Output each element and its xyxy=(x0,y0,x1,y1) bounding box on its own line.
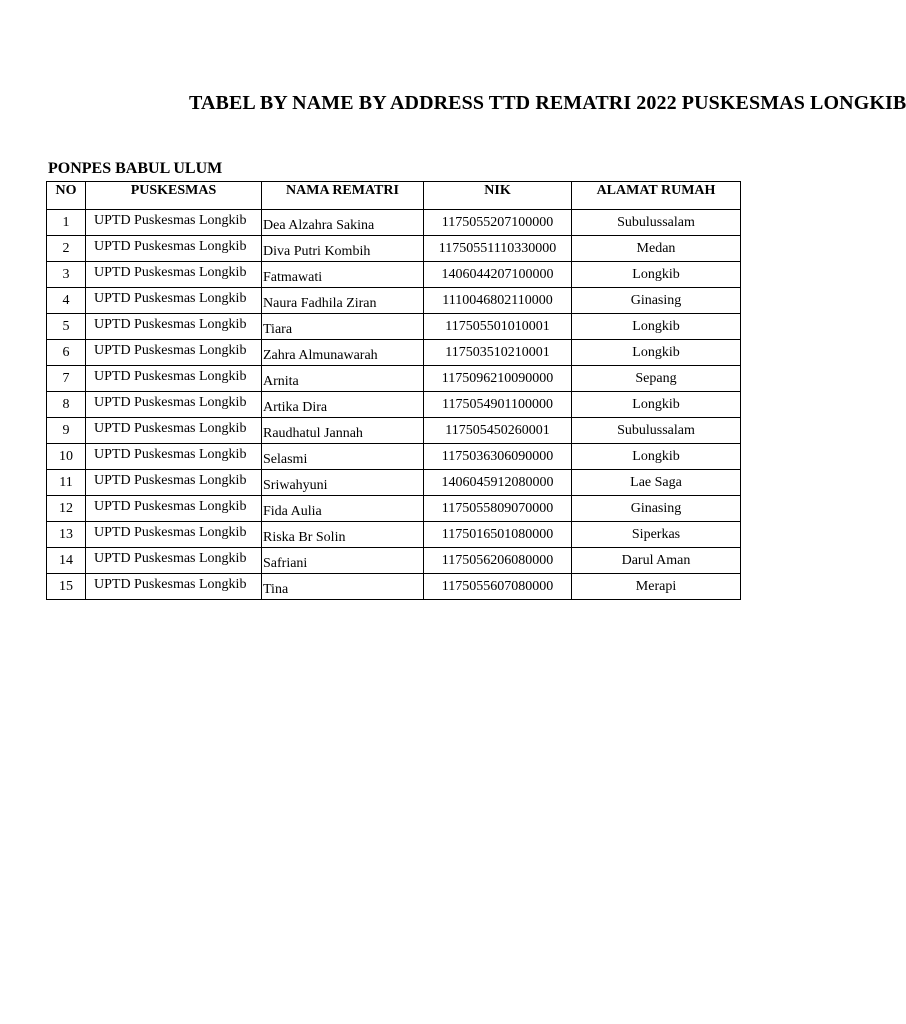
cell-alamat-rumah: Longkib xyxy=(572,262,741,288)
table-row xyxy=(47,522,741,548)
cell-nik: 1406044207100000 xyxy=(424,262,572,288)
cell-no: 6 xyxy=(47,340,86,366)
cell-nik: 1175056206080000 xyxy=(424,548,572,574)
cell-nik: 11750551110330000 xyxy=(424,236,572,262)
cell-alamat-rumah: Subulussalam xyxy=(572,418,741,444)
cell-alamat-rumah: Merapi xyxy=(572,574,741,600)
table-row xyxy=(47,392,741,418)
cell-nama-rematri: Tina xyxy=(262,574,424,600)
cell-nik: 1175055607080000 xyxy=(424,574,572,600)
cell-nik: 1110046802110000 xyxy=(424,288,572,314)
cell-nama-rematri: Fatmawati xyxy=(262,262,424,288)
table-header-row xyxy=(47,182,741,210)
header-nik: NIK xyxy=(424,182,572,210)
cell-puskesmas: UPTD Puskesmas Longkib xyxy=(86,418,262,444)
cell-alamat-rumah: Longkib xyxy=(572,340,741,366)
header-alamat-rumah: ALAMAT RUMAH xyxy=(572,182,741,210)
cell-no: 13 xyxy=(47,522,86,548)
cell-nik: 1175036306090000 xyxy=(424,444,572,470)
cell-puskesmas: UPTD Puskesmas Longkib xyxy=(86,340,262,366)
cell-nik: 117503510210001 xyxy=(424,340,572,366)
cell-puskesmas: UPTD Puskesmas Longkib xyxy=(86,392,262,418)
table-row xyxy=(47,262,741,288)
rematri-table xyxy=(46,181,741,600)
cell-nama-rematri: Naura Fadhila Ziran xyxy=(262,288,424,314)
cell-alamat-rumah: Longkib xyxy=(572,314,741,340)
cell-nama-rematri: Tiara xyxy=(262,314,424,340)
cell-puskesmas: UPTD Puskesmas Longkib xyxy=(86,314,262,340)
cell-alamat-rumah: Sepang xyxy=(572,366,741,392)
table-row xyxy=(47,470,741,496)
cell-puskesmas: UPTD Puskesmas Longkib xyxy=(86,288,262,314)
cell-puskesmas: UPTD Puskesmas Longkib xyxy=(86,470,262,496)
table-row xyxy=(47,236,741,262)
cell-no: 1 xyxy=(47,210,86,236)
cell-puskesmas: UPTD Puskesmas Longkib xyxy=(86,210,262,236)
cell-puskesmas: UPTD Puskesmas Longkib xyxy=(86,444,262,470)
cell-nama-rematri: Safriani xyxy=(262,548,424,574)
cell-no: 10 xyxy=(47,444,86,470)
cell-no: 11 xyxy=(47,470,86,496)
cell-no: 7 xyxy=(47,366,86,392)
cell-alamat-rumah: Longkib xyxy=(572,444,741,470)
cell-nik: 1175054901100000 xyxy=(424,392,572,418)
cell-alamat-rumah: Darul Aman xyxy=(572,548,741,574)
cell-nik: 1175055809070000 xyxy=(424,496,572,522)
cell-nama-rematri: Raudhatul Jannah xyxy=(262,418,424,444)
cell-no: 8 xyxy=(47,392,86,418)
cell-puskesmas: UPTD Puskesmas Longkib xyxy=(86,366,262,392)
header-nama-rematri: NAMA REMATRI xyxy=(262,182,424,210)
cell-alamat-rumah: Lae Saga xyxy=(572,470,741,496)
cell-nama-rematri: Sriwahyuni xyxy=(262,470,424,496)
cell-nik: 117505450260001 xyxy=(424,418,572,444)
cell-nama-rematri: Diva Putri Kombih xyxy=(262,236,424,262)
cell-no: 5 xyxy=(47,314,86,340)
cell-nik: 1406045912080000 xyxy=(424,470,572,496)
table-body xyxy=(47,210,741,600)
table-row xyxy=(47,288,741,314)
cell-alamat-rumah: Ginasing xyxy=(572,288,741,314)
cell-nama-rematri: Arnita xyxy=(262,366,424,392)
cell-no: 4 xyxy=(47,288,86,314)
cell-nama-rematri: Zahra Almunawarah xyxy=(262,340,424,366)
cell-puskesmas: UPTD Puskesmas Longkib xyxy=(86,574,262,600)
cell-alamat-rumah: Siperkas xyxy=(572,522,741,548)
cell-puskesmas: UPTD Puskesmas Longkib xyxy=(86,548,262,574)
table-row xyxy=(47,496,741,522)
cell-nama-rematri: Dea Alzahra Sakina xyxy=(262,210,424,236)
cell-alamat-rumah: Ginasing xyxy=(572,496,741,522)
cell-puskesmas: UPTD Puskesmas Longkib xyxy=(86,262,262,288)
header-no: NO xyxy=(47,182,86,210)
table-row xyxy=(47,366,741,392)
page-title: TABEL BY NAME BY ADDRESS TTD REMATRI 2022 PUSKESMAS LONGKIB xyxy=(189,92,906,114)
table-row xyxy=(47,574,741,600)
cell-alamat-rumah: Subulussalam xyxy=(572,210,741,236)
table-row xyxy=(47,210,741,236)
cell-no: 15 xyxy=(47,574,86,600)
table-row xyxy=(47,444,741,470)
cell-nama-rematri: Artika Dira xyxy=(262,392,424,418)
cell-no: 2 xyxy=(47,236,86,262)
section-heading: PONPES BABUL ULUM xyxy=(48,160,223,177)
table-row xyxy=(47,314,741,340)
cell-alamat-rumah: Medan xyxy=(572,236,741,262)
cell-puskesmas: UPTD Puskesmas Longkib xyxy=(86,522,262,548)
table-row xyxy=(47,548,741,574)
cell-no: 14 xyxy=(47,548,86,574)
cell-nik: 1175055207100000 xyxy=(424,210,572,236)
header-puskesmas: PUSKESMAS xyxy=(86,182,262,210)
cell-puskesmas: UPTD Puskesmas Longkib xyxy=(86,496,262,522)
cell-nik: 1175016501080000 xyxy=(424,522,572,548)
cell-no: 12 xyxy=(47,496,86,522)
cell-nik: 117505501010001 xyxy=(424,314,572,340)
cell-alamat-rumah: Longkib xyxy=(572,392,741,418)
table-row xyxy=(47,418,741,444)
cell-nama-rematri: Riska Br Solin xyxy=(262,522,424,548)
cell-nik: 1175096210090000 xyxy=(424,366,572,392)
table-row xyxy=(47,340,741,366)
cell-nama-rematri: Selasmi xyxy=(262,444,424,470)
cell-no: 3 xyxy=(47,262,86,288)
cell-puskesmas: UPTD Puskesmas Longkib xyxy=(86,236,262,262)
cell-nama-rematri: Fida Aulia xyxy=(262,496,424,522)
cell-no: 9 xyxy=(47,418,86,444)
